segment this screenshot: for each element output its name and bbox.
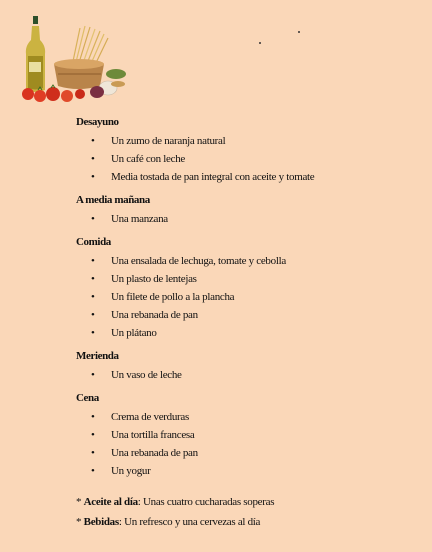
- item-list: [76, 366, 426, 384]
- note-prefix: *: [76, 516, 84, 528]
- item-list: [76, 132, 426, 186]
- section-title: A media mañana: [76, 194, 150, 206]
- decorative-dot: [298, 31, 300, 33]
- list-item: • Una manzana: [76, 210, 426, 228]
- list-item: • Un plátano: [76, 324, 426, 342]
- section-media-manana: [76, 192, 426, 228]
- note-text: : Unas cuatro cucharadas soperas: [137, 496, 275, 508]
- note-text: : Un refresco y una cervezas al día: [118, 516, 261, 528]
- oil-bottle-icon: [26, 16, 45, 92]
- bowl-icon: [54, 59, 104, 89]
- list-item: • Una rebanada de pan: [76, 306, 426, 324]
- item-list: [76, 252, 426, 342]
- note-label: Aceite al día: [83, 496, 138, 508]
- item-list: [76, 210, 426, 228]
- list-item: • Un plasto de lentejas: [76, 270, 426, 288]
- note-bebidas: [76, 514, 260, 530]
- note-aceite: [76, 494, 274, 510]
- list-item: • Una ensalada de lechuga, tomate y cebolla: [76, 252, 426, 270]
- note-label: Bebidas: [83, 516, 119, 528]
- section-desayuno: [76, 114, 426, 186]
- list-item: • Una rebanada de pan: [76, 444, 426, 462]
- list-item: • Un vaso de leche: [76, 366, 426, 384]
- section-title: Comida: [76, 236, 111, 248]
- food-illustration: [12, 14, 132, 104]
- item-list: [76, 408, 426, 480]
- section-title: Merienda: [76, 350, 119, 362]
- list-item: • Un filete de pollo a la plancha: [76, 288, 426, 306]
- meal-plan: [76, 114, 426, 486]
- note-prefix: *: [76, 496, 84, 508]
- section-title: Cena: [76, 392, 99, 404]
- decorative-dot: [259, 42, 261, 44]
- section-comida: [76, 234, 426, 342]
- list-item: • Un yogur: [76, 462, 426, 480]
- list-item: • Una tortilla francesa: [76, 426, 426, 444]
- section-merienda: [76, 348, 426, 384]
- section-title: Desayuno: [76, 116, 119, 128]
- list-item: • Un café con leche: [76, 150, 426, 168]
- list-item: • Un zumo de naranja natural: [76, 132, 426, 150]
- section-cena: [76, 390, 426, 480]
- list-item: • Crema de verduras: [76, 408, 426, 426]
- list-item: • Media tostada de pan integral con aceite y tomate: [76, 168, 426, 186]
